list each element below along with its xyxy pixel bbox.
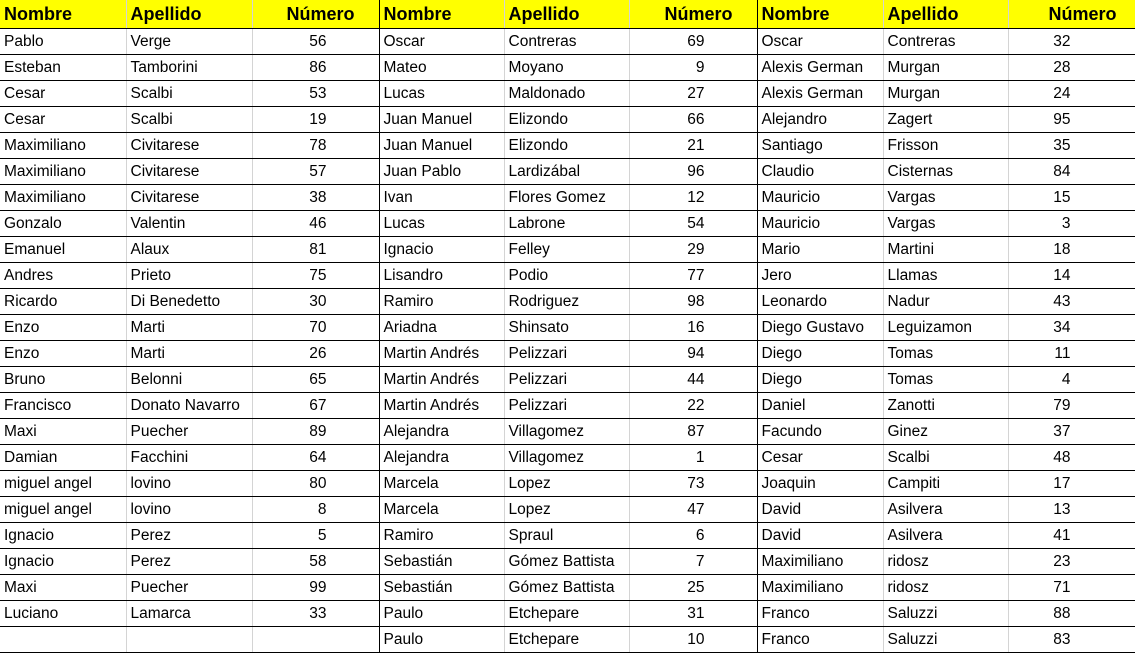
cell-numero[interactable]: 70: [252, 315, 379, 341]
cell-nombre[interactable]: Franco: [757, 601, 883, 627]
cell-numero[interactable]: 86: [252, 55, 379, 81]
cell-apellido[interactable]: Elizondo: [504, 107, 629, 133]
cell-apellido[interactable]: Flores Gomez: [504, 185, 629, 211]
cell-numero[interactable]: 87: [629, 419, 757, 445]
cell-numero[interactable]: 38: [252, 185, 379, 211]
cell-numero[interactable]: 27: [629, 81, 757, 107]
cell-numero[interactable]: 98: [629, 289, 757, 315]
cell-apellido[interactable]: Etchepare: [504, 627, 629, 653]
cell-apellido[interactable]: [126, 627, 252, 653]
cell-numero[interactable]: 83: [1008, 627, 1135, 653]
cell-nombre[interactable]: Alexis German: [757, 81, 883, 107]
cell-nombre[interactable]: Cesar: [0, 107, 126, 133]
cell-apellido[interactable]: Alaux: [126, 237, 252, 263]
header-nombre[interactable]: Nombre: [757, 0, 883, 29]
cell-numero[interactable]: 54: [629, 211, 757, 237]
cell-nombre[interactable]: Ariadna: [379, 315, 504, 341]
cell-apellido[interactable]: Lopez: [504, 471, 629, 497]
cell-numero[interactable]: [252, 627, 379, 653]
cell-apellido[interactable]: Gómez Battista: [504, 549, 629, 575]
cell-apellido[interactable]: Nadur: [883, 289, 1008, 315]
cell-apellido[interactable]: Lopez: [504, 497, 629, 523]
cell-nombre[interactable]: Martin Andrés: [379, 367, 504, 393]
cell-apellido[interactable]: Puecher: [126, 575, 252, 601]
cell-nombre[interactable]: [0, 627, 126, 653]
cell-numero[interactable]: 79: [1008, 393, 1135, 419]
cell-apellido[interactable]: Puecher: [126, 419, 252, 445]
cell-apellido[interactable]: Asilvera: [883, 497, 1008, 523]
cell-numero[interactable]: 4: [1008, 367, 1135, 393]
table-row: [0, 549, 1135, 575]
cell-nombre[interactable]: David: [757, 523, 883, 549]
cell-apellido[interactable]: lovino: [126, 471, 252, 497]
cell-apellido[interactable]: Podio: [504, 263, 629, 289]
cell-apellido[interactable]: Scalbi: [883, 445, 1008, 471]
cell-numero[interactable]: 11: [1008, 341, 1135, 367]
cell-apellido[interactable]: Perez: [126, 523, 252, 549]
cell-nombre[interactable]: Martin Andrés: [379, 341, 504, 367]
cell-apellido[interactable]: Labrone: [504, 211, 629, 237]
cell-nombre[interactable]: Maximiliano: [0, 159, 126, 185]
cell-nombre[interactable]: Jero: [757, 263, 883, 289]
cell-numero[interactable]: 21: [629, 133, 757, 159]
cell-nombre[interactable]: Marcela: [379, 497, 504, 523]
cell-nombre[interactable]: Emanuel: [0, 237, 126, 263]
table-row: [0, 471, 1135, 497]
cell-numero[interactable]: 1: [629, 445, 757, 471]
header-numero[interactable]: Número: [252, 0, 379, 29]
cell-numero[interactable]: 96: [629, 159, 757, 185]
cell-numero[interactable]: 8: [252, 497, 379, 523]
cell-apellido[interactable]: Tomas: [883, 367, 1008, 393]
cell-numero[interactable]: 95: [1008, 107, 1135, 133]
cell-nombre[interactable]: Joaquin: [757, 471, 883, 497]
cell-nombre[interactable]: Facundo: [757, 419, 883, 445]
cell-numero[interactable]: 44: [629, 367, 757, 393]
cell-numero[interactable]: 77: [629, 263, 757, 289]
cell-apellido[interactable]: Belonni: [126, 367, 252, 393]
cell-nombre[interactable]: Santiago: [757, 133, 883, 159]
cell-numero[interactable]: 47: [629, 497, 757, 523]
cell-nombre[interactable]: Diego: [757, 341, 883, 367]
table-row: [0, 315, 1135, 341]
cell-apellido[interactable]: Lamarca: [126, 601, 252, 627]
cell-nombre[interactable]: Diego: [757, 367, 883, 393]
cell-apellido[interactable]: Asilvera: [883, 523, 1008, 549]
cell-apellido[interactable]: Elizondo: [504, 133, 629, 159]
cell-numero[interactable]: 29: [629, 237, 757, 263]
table-row: [0, 289, 1135, 315]
cell-apellido[interactable]: ridosz: [883, 549, 1008, 575]
cell-nombre[interactable]: Mario: [757, 237, 883, 263]
cell-numero[interactable]: 13: [1008, 497, 1135, 523]
cell-numero[interactable]: 80: [252, 471, 379, 497]
cell-nombre[interactable]: Ramiro: [379, 289, 504, 315]
cell-numero[interactable]: 3: [1008, 211, 1135, 237]
cell-numero[interactable]: 64: [252, 445, 379, 471]
table-row: [0, 341, 1135, 367]
cell-numero[interactable]: 84: [1008, 159, 1135, 185]
cell-apellido[interactable]: Perez: [126, 549, 252, 575]
cell-numero[interactable]: 26: [252, 341, 379, 367]
cell-numero[interactable]: 53: [252, 81, 379, 107]
cell-apellido[interactable]: Saluzzi: [883, 601, 1008, 627]
cell-numero[interactable]: 56: [252, 29, 379, 55]
cell-numero[interactable]: 24: [1008, 81, 1135, 107]
table-row: [0, 393, 1135, 419]
cell-numero[interactable]: 46: [252, 211, 379, 237]
cell-nombre[interactable]: Mateo: [379, 55, 504, 81]
cell-numero[interactable]: 32: [1008, 29, 1135, 55]
cell-apellido[interactable]: Civitarese: [126, 133, 252, 159]
cell-nombre[interactable]: Alejandra: [379, 445, 504, 471]
cell-nombre[interactable]: Martin Andrés: [379, 393, 504, 419]
cell-numero[interactable]: 22: [629, 393, 757, 419]
cell-numero[interactable]: 94: [629, 341, 757, 367]
cell-nombre[interactable]: Lisandro: [379, 263, 504, 289]
header-numero[interactable]: Número: [1008, 0, 1135, 29]
cell-apellido[interactable]: Valentin: [126, 211, 252, 237]
cell-nombre[interactable]: Enzo: [0, 341, 126, 367]
cell-apellido[interactable]: Leguizamon: [883, 315, 1008, 341]
cell-apellido[interactable]: Shinsato: [504, 315, 629, 341]
header-apellido[interactable]: Apellido: [883, 0, 1008, 29]
cell-numero[interactable]: 41: [1008, 523, 1135, 549]
cell-apellido[interactable]: Frisson: [883, 133, 1008, 159]
cell-numero[interactable]: 19: [252, 107, 379, 133]
cell-apellido[interactable]: Llamas: [883, 263, 1008, 289]
cell-numero[interactable]: 71: [1008, 575, 1135, 601]
cell-apellido[interactable]: ridosz: [883, 575, 1008, 601]
cell-nombre[interactable]: Maximiliano: [0, 185, 126, 211]
cell-numero[interactable]: 28: [1008, 55, 1135, 81]
cell-nombre[interactable]: Pablo: [0, 29, 126, 55]
cell-numero[interactable]: 6: [629, 523, 757, 549]
cell-numero[interactable]: 33: [252, 601, 379, 627]
cell-apellido[interactable]: Moyano: [504, 55, 629, 81]
cell-apellido[interactable]: Felley: [504, 237, 629, 263]
cell-nombre[interactable]: Alejandra: [379, 419, 504, 445]
cell-nombre[interactable]: Juan Manuel: [379, 107, 504, 133]
cell-nombre[interactable]: Ramiro: [379, 523, 504, 549]
cell-apellido[interactable]: Di Benedetto: [126, 289, 252, 315]
cell-numero[interactable]: 14: [1008, 263, 1135, 289]
cell-nombre[interactable]: Andres: [0, 263, 126, 289]
cell-apellido[interactable]: Saluzzi: [883, 627, 1008, 653]
cell-numero[interactable]: 88: [1008, 601, 1135, 627]
cell-apellido[interactable]: Maldonado: [504, 81, 629, 107]
cell-nombre[interactable]: Mauricio: [757, 185, 883, 211]
cell-nombre[interactable]: Cesar: [757, 445, 883, 471]
cell-apellido[interactable]: Pelizzari: [504, 393, 629, 419]
cell-apellido[interactable]: Donato Navarro: [126, 393, 252, 419]
table-row: [0, 107, 1135, 133]
cell-nombre[interactable]: Juan Pablo: [379, 159, 504, 185]
cell-numero[interactable]: 75: [252, 263, 379, 289]
cell-apellido[interactable]: Contreras: [883, 29, 1008, 55]
cell-numero[interactable]: 81: [252, 237, 379, 263]
cell-numero[interactable]: 25: [629, 575, 757, 601]
table-row: [0, 497, 1135, 523]
cell-apellido[interactable]: Lardizábal: [504, 159, 629, 185]
cell-apellido[interactable]: Pelizzari: [504, 367, 629, 393]
cell-apellido[interactable]: Tamborini: [126, 55, 252, 81]
table-row: [0, 445, 1135, 471]
cell-numero[interactable]: 10: [629, 627, 757, 653]
cell-nombre[interactable]: Marcela: [379, 471, 504, 497]
table-row: [0, 237, 1135, 263]
cell-apellido[interactable]: Facchini: [126, 445, 252, 471]
cell-nombre[interactable]: Francisco: [0, 393, 126, 419]
table-row: [0, 627, 1135, 653]
table-row: [0, 29, 1135, 55]
cell-numero[interactable]: 78: [252, 133, 379, 159]
table-row: [0, 367, 1135, 393]
cell-nombre[interactable]: Bruno: [0, 367, 126, 393]
cell-apellido[interactable]: Vargas: [883, 185, 1008, 211]
cell-nombre[interactable]: Alejandro: [757, 107, 883, 133]
cell-numero[interactable]: 43: [1008, 289, 1135, 315]
cell-nombre[interactable]: Esteban: [0, 55, 126, 81]
cell-nombre[interactable]: Diego Gustavo: [757, 315, 883, 341]
cell-nombre[interactable]: Ignacio: [379, 237, 504, 263]
cell-nombre[interactable]: Lucas: [379, 211, 504, 237]
cell-apellido[interactable]: Murgan: [883, 55, 1008, 81]
cell-nombre[interactable]: Maximiliano: [0, 133, 126, 159]
cell-apellido[interactable]: Rodriguez: [504, 289, 629, 315]
cell-numero[interactable]: 34: [1008, 315, 1135, 341]
cell-nombre[interactable]: Paulo: [379, 601, 504, 627]
table-row: [0, 523, 1135, 549]
cell-apellido[interactable]: Villagomez: [504, 419, 629, 445]
cell-nombre[interactable]: Maximiliano: [757, 575, 883, 601]
cell-apellido[interactable]: Spraul: [504, 523, 629, 549]
header-row: [0, 0, 1135, 29]
cell-nombre[interactable]: Ivan: [379, 185, 504, 211]
cell-apellido[interactable]: Marti: [126, 315, 252, 341]
cell-apellido[interactable]: Contreras: [504, 29, 629, 55]
table-body: [0, 29, 1135, 653]
table-row: [0, 55, 1135, 81]
cell-numero[interactable]: 69: [629, 29, 757, 55]
cell-apellido[interactable]: Cisternas: [883, 159, 1008, 185]
cell-nombre[interactable]: Franco: [757, 627, 883, 653]
cell-apellido[interactable]: Villagomez: [504, 445, 629, 471]
cell-nombre[interactable]: Damian: [0, 445, 126, 471]
cell-nombre[interactable]: Enzo: [0, 315, 126, 341]
table-row: [0, 185, 1135, 211]
cell-apellido[interactable]: Zanotti: [883, 393, 1008, 419]
cell-nombre[interactable]: Ignacio: [0, 549, 126, 575]
cell-nombre[interactable]: Oscar: [757, 29, 883, 55]
cell-apellido[interactable]: Marti: [126, 341, 252, 367]
cell-nombre[interactable]: Paulo: [379, 627, 504, 653]
header-apellido[interactable]: Apellido: [126, 0, 252, 29]
table-row: [0, 211, 1135, 237]
cell-apellido[interactable]: Tomas: [883, 341, 1008, 367]
cell-nombre[interactable]: Luciano: [0, 601, 126, 627]
cell-apellido[interactable]: Campiti: [883, 471, 1008, 497]
cell-apellido[interactable]: Gómez Battista: [504, 575, 629, 601]
cell-numero[interactable]: 35: [1008, 133, 1135, 159]
header-nombre[interactable]: Nombre: [0, 0, 126, 29]
cell-numero[interactable]: 65: [252, 367, 379, 393]
cell-numero[interactable]: 16: [629, 315, 757, 341]
cell-apellido[interactable]: lovino: [126, 497, 252, 523]
cell-apellido[interactable]: Etchepare: [504, 601, 629, 627]
cell-nombre[interactable]: Daniel: [757, 393, 883, 419]
cell-numero[interactable]: 5: [252, 523, 379, 549]
cell-nombre[interactable]: Cesar: [0, 81, 126, 107]
cell-numero[interactable]: 66: [629, 107, 757, 133]
table-row: [0, 81, 1135, 107]
cell-nombre[interactable]: Alexis German: [757, 55, 883, 81]
cell-numero[interactable]: 37: [1008, 419, 1135, 445]
cell-nombre[interactable]: Gonzalo: [0, 211, 126, 237]
cell-apellido[interactable]: Prieto: [126, 263, 252, 289]
cell-nombre[interactable]: Maxi: [0, 419, 126, 445]
table-row: [0, 133, 1135, 159]
table-row: [0, 419, 1135, 445]
cell-nombre[interactable]: Maxi: [0, 575, 126, 601]
cell-nombre[interactable]: Claudio: [757, 159, 883, 185]
cell-numero[interactable]: 15: [1008, 185, 1135, 211]
cell-apellido[interactable]: Murgan: [883, 81, 1008, 107]
cell-numero[interactable]: 99: [252, 575, 379, 601]
table-row: [0, 263, 1135, 289]
cell-nombre[interactable]: Ignacio: [0, 523, 126, 549]
cell-apellido[interactable]: Pelizzari: [504, 341, 629, 367]
cell-numero[interactable]: 7: [629, 549, 757, 575]
cell-numero[interactable]: 18: [1008, 237, 1135, 263]
cell-apellido[interactable]: Martini: [883, 237, 1008, 263]
cell-apellido[interactable]: Ginez: [883, 419, 1008, 445]
cell-nombre[interactable]: Mauricio: [757, 211, 883, 237]
cell-numero[interactable]: 23: [1008, 549, 1135, 575]
cell-numero[interactable]: 73: [629, 471, 757, 497]
cell-numero[interactable]: 12: [629, 185, 757, 211]
table-row: [0, 575, 1135, 601]
cell-nombre[interactable]: Oscar: [379, 29, 504, 55]
cell-apellido[interactable]: Civitarese: [126, 185, 252, 211]
cell-nombre[interactable]: Sebastián: [379, 549, 504, 575]
cell-nombre[interactable]: miguel angel: [0, 497, 126, 523]
cell-nombre[interactable]: Juan Manuel: [379, 133, 504, 159]
cell-nombre[interactable]: Ricardo: [0, 289, 126, 315]
cell-numero[interactable]: 30: [252, 289, 379, 315]
header-numero[interactable]: Número: [629, 0, 757, 29]
header-nombre[interactable]: Nombre: [379, 0, 504, 29]
table-row: [0, 601, 1135, 627]
cell-numero[interactable]: 58: [252, 549, 379, 575]
cell-nombre[interactable]: Sebastián: [379, 575, 504, 601]
cell-nombre[interactable]: Lucas: [379, 81, 504, 107]
cell-numero[interactable]: 9: [629, 55, 757, 81]
cell-apellido[interactable]: Vargas: [883, 211, 1008, 237]
cell-numero[interactable]: 57: [252, 159, 379, 185]
cell-nombre[interactable]: Leonardo: [757, 289, 883, 315]
cell-apellido[interactable]: Scalbi: [126, 81, 252, 107]
cell-numero[interactable]: 17: [1008, 471, 1135, 497]
header-apellido[interactable]: Apellido: [504, 0, 629, 29]
cell-nombre[interactable]: Maximiliano: [757, 549, 883, 575]
cell-numero[interactable]: 67: [252, 393, 379, 419]
cell-apellido[interactable]: Verge: [126, 29, 252, 55]
table-row: [0, 159, 1135, 185]
cell-numero[interactable]: 31: [629, 601, 757, 627]
cell-apellido[interactable]: Scalbi: [126, 107, 252, 133]
cell-nombre[interactable]: miguel angel: [0, 471, 126, 497]
cell-numero[interactable]: 48: [1008, 445, 1135, 471]
cell-apellido[interactable]: Zagert: [883, 107, 1008, 133]
cell-numero[interactable]: 89: [252, 419, 379, 445]
cell-apellido[interactable]: Civitarese: [126, 159, 252, 185]
cell-nombre[interactable]: David: [757, 497, 883, 523]
